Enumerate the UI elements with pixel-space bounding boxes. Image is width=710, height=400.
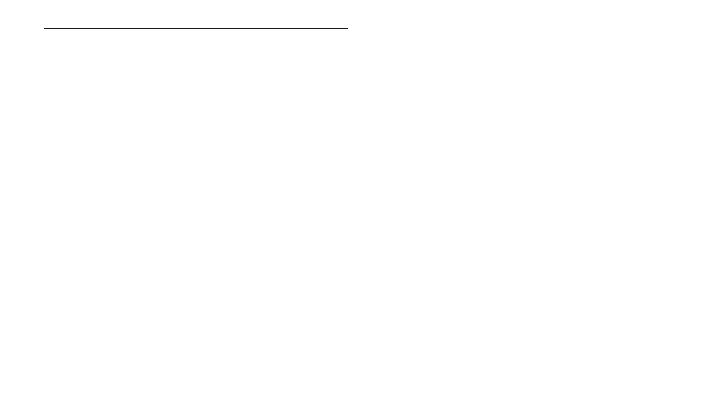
abstract-divider bbox=[44, 28, 348, 29]
